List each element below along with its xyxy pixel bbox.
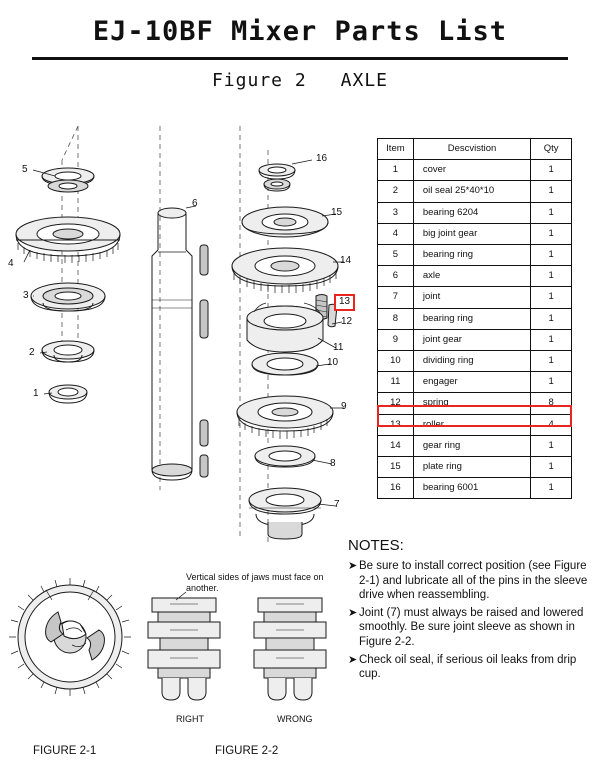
cell-description: axle xyxy=(413,266,530,287)
cell-description: joint gear xyxy=(413,329,530,350)
callout-15: 15 xyxy=(331,207,343,218)
cell-qty: 1 xyxy=(531,287,572,308)
cell-qty: 8 xyxy=(531,393,572,414)
cell-description: roller xyxy=(413,414,530,435)
cell-description: dividing ring xyxy=(413,351,530,372)
cell-qty: 1 xyxy=(531,245,572,266)
cell-qty: 1 xyxy=(531,223,572,244)
cell-description: plate ring xyxy=(413,457,530,478)
cell-item: 12 xyxy=(378,393,414,414)
table-row xyxy=(378,478,572,499)
parts-table-header xyxy=(378,139,572,160)
cell-item: 7 xyxy=(378,287,414,308)
table-row-highlighted xyxy=(378,414,572,435)
cell-qty: 1 xyxy=(531,435,572,456)
callout-5: 5 xyxy=(22,164,28,175)
table-row xyxy=(378,308,572,329)
figure-label: Figure 2 xyxy=(211,70,307,91)
figure-2-2-caption: FIGURE 2-2 xyxy=(215,745,279,757)
callout-4: 4 xyxy=(8,258,14,269)
arrow-bullet-icon: ➤ xyxy=(348,560,358,572)
cell-description: big joint gear xyxy=(413,223,530,244)
cell-description: gear ring xyxy=(413,435,530,456)
table-row xyxy=(378,372,572,393)
cell-item: 13 xyxy=(378,414,414,435)
figure-2-1-caption: FIGURE 2-1 xyxy=(33,745,97,757)
callout-1: 1 xyxy=(33,388,39,399)
table-row xyxy=(378,351,572,372)
column-header-item: Item xyxy=(378,139,414,160)
notes-title: NOTES: xyxy=(348,537,404,554)
parts-table-body xyxy=(378,160,572,499)
table-row xyxy=(378,329,572,350)
table-row xyxy=(378,266,572,287)
callout-3: 3 xyxy=(23,290,29,301)
table-row xyxy=(378,223,572,244)
cell-description: spring xyxy=(413,393,530,414)
parts-table xyxy=(377,138,572,499)
cell-item: 1 xyxy=(378,160,414,181)
table-row xyxy=(378,435,572,456)
cell-description: engager xyxy=(413,372,530,393)
cell-description: bearing 6204 xyxy=(413,202,530,223)
notes-section xyxy=(348,537,594,685)
cell-qty: 4 xyxy=(531,414,572,435)
callout-11: 11 xyxy=(333,342,344,353)
note-text: Check oil seal, if serious oil leaks from drip cup. xyxy=(359,653,577,681)
cell-item: 10 xyxy=(378,351,414,372)
table-header-row xyxy=(378,139,572,160)
table-row xyxy=(378,245,572,266)
cell-item: 15 xyxy=(378,457,414,478)
cell-item: 11 xyxy=(378,372,414,393)
cell-description: oil seal 25*40*10 xyxy=(413,181,530,202)
callout-9: 9 xyxy=(341,401,347,412)
cell-qty: 1 xyxy=(531,329,572,350)
cell-qty: 1 xyxy=(531,457,572,478)
column-header-description: Descvistion xyxy=(413,139,530,160)
cell-item: 4 xyxy=(378,223,414,244)
callout-12: 12 xyxy=(341,316,353,327)
cell-item: 2 xyxy=(378,181,414,202)
cell-qty: 1 xyxy=(531,372,572,393)
cell-qty: 1 xyxy=(531,478,572,499)
cell-item: 14 xyxy=(378,435,414,456)
figure-subject: AXLE xyxy=(340,70,389,91)
cell-qty: 1 xyxy=(531,160,572,181)
note-text: Joint (7) must always be raised and lowered smoothly. Be sure joint sleeve as shown in Figure 2-2. xyxy=(359,606,584,648)
cell-qty: 1 xyxy=(531,181,572,202)
cell-qty: 1 xyxy=(531,202,572,223)
callout-2: 2 xyxy=(29,347,35,358)
table-row xyxy=(378,202,572,223)
callout-10: 10 xyxy=(327,357,339,368)
cell-qty: 1 xyxy=(531,308,572,329)
callout-6: 6 xyxy=(192,198,198,209)
table-row xyxy=(378,393,572,414)
cell-description: bearing 6001 xyxy=(413,478,530,499)
page-title: EJ-10BF Mixer Parts List xyxy=(92,16,508,47)
note-item xyxy=(348,606,594,650)
wrong-jaw-label: WRONG xyxy=(277,714,313,724)
note-item xyxy=(348,653,594,682)
callout-8: 8 xyxy=(330,458,336,469)
table-row xyxy=(378,160,572,181)
table-row xyxy=(378,457,572,478)
jaw-orientation-note: Vertical sides of jaws must face on another. xyxy=(186,572,324,593)
table-row xyxy=(378,287,572,308)
cell-item: 5 xyxy=(378,245,414,266)
column-header-qty: Qty xyxy=(531,139,572,160)
note-item xyxy=(348,559,594,603)
arrow-bullet-icon: ➤ xyxy=(348,653,358,666)
figure-heading xyxy=(0,70,600,91)
cell-description: cover xyxy=(413,160,530,181)
right-jaw-label: RIGHT xyxy=(176,714,204,724)
callout-13-highlighted: 13 xyxy=(334,294,355,311)
cell-item: 6 xyxy=(378,266,414,287)
cell-qty: 1 xyxy=(531,351,572,372)
cell-description: joint xyxy=(413,287,530,308)
cell-description: bearing ring xyxy=(413,308,530,329)
cell-item: 8 xyxy=(378,308,414,329)
note-text: Be sure to install correct position (see Figure 2-1) and lubricate all of the pins in the sleeve drive when reassembling. xyxy=(359,560,588,602)
title-divider xyxy=(32,57,568,60)
parts-table-container xyxy=(377,138,572,499)
table-row xyxy=(378,181,572,202)
callout-14: 14 xyxy=(340,255,352,266)
callout-16: 16 xyxy=(316,153,328,164)
cell-description: bearing ring xyxy=(413,245,530,266)
cell-qty: 1 xyxy=(531,266,572,287)
cell-item: 3 xyxy=(378,202,414,223)
arrow-bullet-icon: ➤ xyxy=(348,606,358,619)
cell-item: 16 xyxy=(378,478,414,499)
cell-item: 9 xyxy=(378,329,414,350)
callout-7: 7 xyxy=(334,499,340,510)
